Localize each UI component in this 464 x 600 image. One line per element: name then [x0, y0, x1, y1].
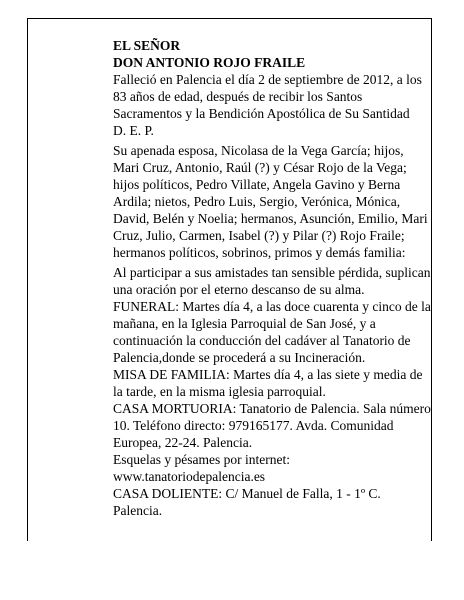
- internet-url: www.tanatoriodepalencia.es: [113, 469, 266, 484]
- mortuary-details: CASA MORTUORIA: Tanatorio de Palencia. Sala número 10. Teléfono directo: 979165177. Avda. Comunidad Europea, 22-24. Palencia.: [113, 401, 431, 450]
- family-list: Su apenada esposa, Nicolasa de la Vega García; hijos, Mari Cruz, Antonio, Raúl (?) y César Rojo de la Vega; hijos políticos, Pedro Villate, Angela Gavino y Berna Ardila; nietos, Pedro Luis, Sergio, Verónica, Mónica, David, Belén y Noelia; hermanos, Asunción, Emilio, Mari Cruz, Julio, Carmen, Isabel (?) y Pilar (?) Rojo Fraile; hermanos políticos, sobrinos, primos y demás familia:: [113, 143, 428, 260]
- internet-label: Esquelas y pésames por internet:: [113, 452, 290, 467]
- death-statement: Falleció en Palencia el día 2 de septiembre de 2012, a los 83 años de edad, después de recibir los Santos Sacramentos y la Bendición Apostólica de Su Santidad: [113, 72, 422, 121]
- prayer-request: Al participar a sus amistades tan sensible pérdida, suplican una oración por el eterno descanso de su alma.: [113, 265, 431, 297]
- family-mass-details: MISA DE FAMILIA: Martes día 4, a las siete y media de la tarde, en la misma iglesia parroquial.: [113, 367, 423, 399]
- home-address: CASA DOLIENTE: C/ Manuel de Falla, 1 - 1º C. Palencia.: [113, 486, 381, 518]
- funeral-details: FUNERAL: Martes día 4, a las doce cuarenta y cinco de la mañana, en la Iglesia Parroquial de San José, y a continuación la conducción del cadáver al Tanatorio de Palencia,donde se procederá a su Incineración.: [113, 299, 431, 365]
- obituary-notice: [113, 37, 433, 519]
- title-line-2: DON ANTONIO ROJO FRAILE: [113, 55, 306, 70]
- rip-abbreviation: D. E. P.: [113, 123, 154, 138]
- title-line-1: EL SEÑOR: [113, 38, 181, 53]
